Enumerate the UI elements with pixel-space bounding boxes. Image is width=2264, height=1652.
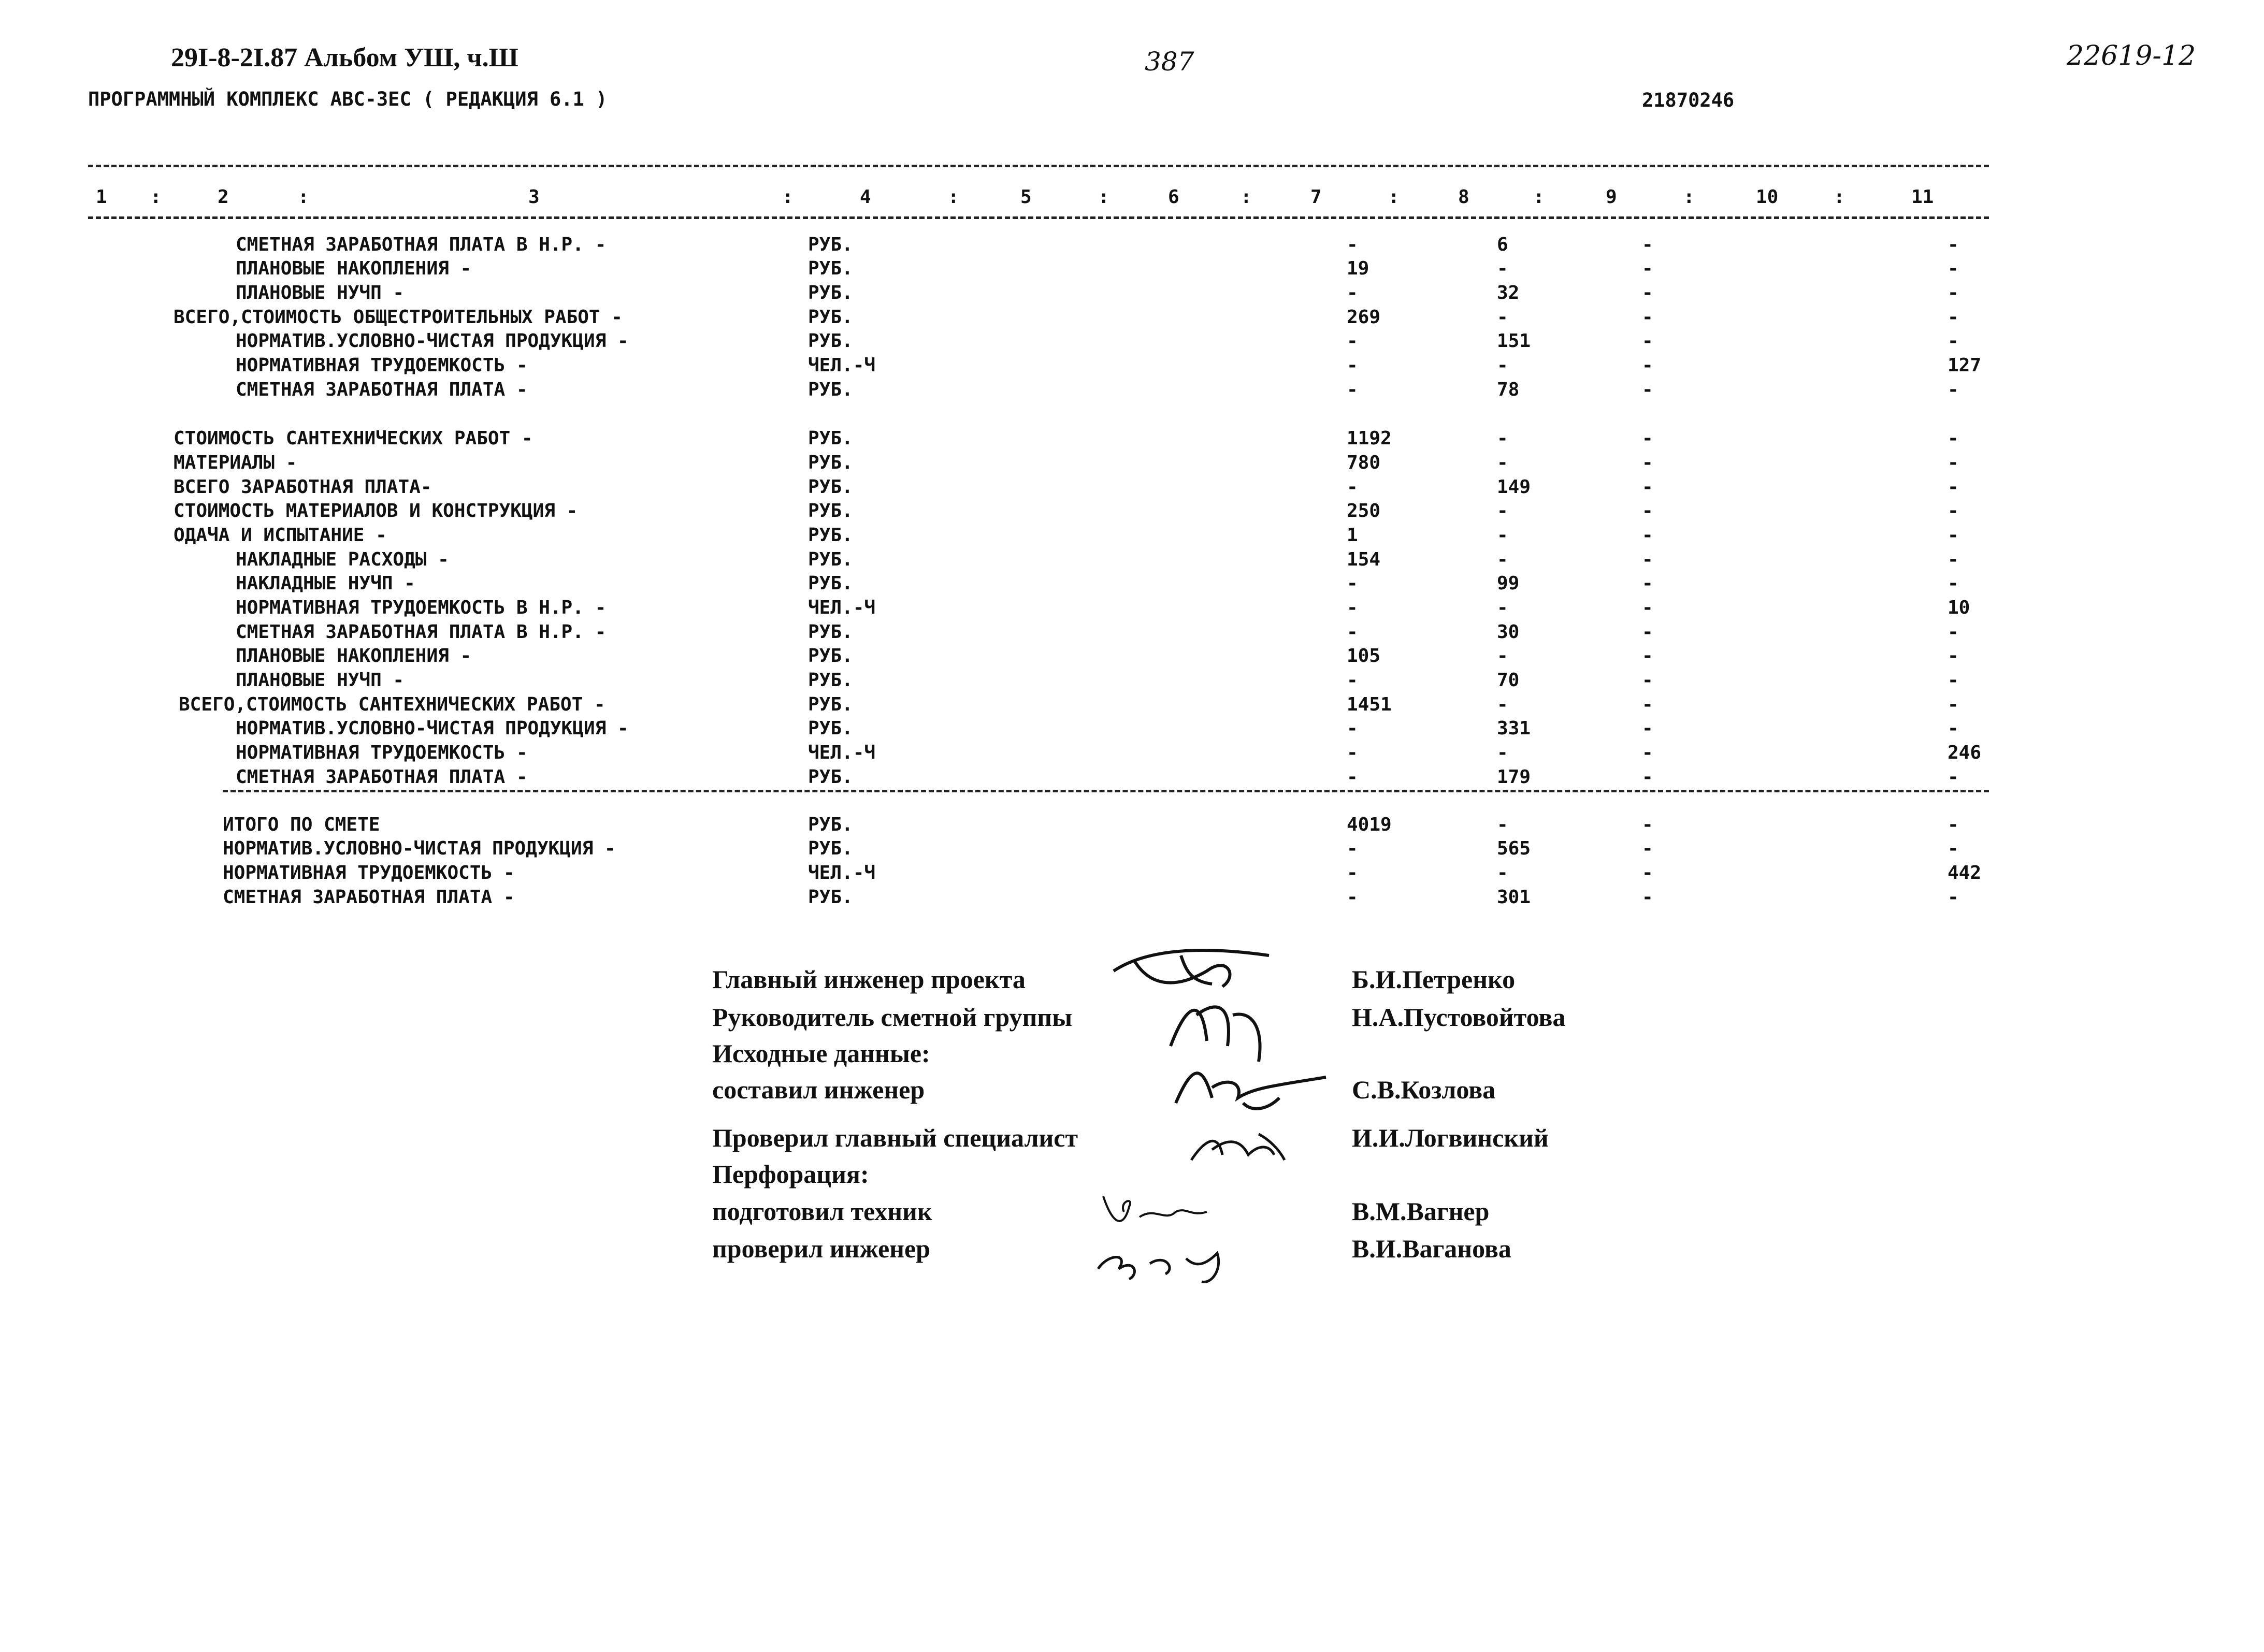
row-label: СМЕТНАЯ ЗАРАБОТНАЯ ПЛАТА - <box>223 887 515 908</box>
album-reference: 29I-8-2I.87 Альбом УШ, ч.Ш <box>171 43 518 73</box>
col9-cell: - <box>1642 742 1653 763</box>
col9-cell: - <box>1642 621 1653 643</box>
col8-cell: 32 <box>1497 282 1520 303</box>
table-row <box>0 621 2264 645</box>
col8-cell: 6 <box>1497 234 1508 255</box>
signatory-name: В.М.Вагнер <box>1352 1197 1490 1226</box>
unit-cell: РУБ. <box>808 330 853 352</box>
row-label: СМЕТНАЯ ЗАРАБОТНАЯ ПЛАТА - <box>236 379 528 400</box>
column-header: 7 <box>1310 186 1322 208</box>
signatory-name: В.И.Ваганова <box>1352 1234 1511 1263</box>
unit-cell: РУБ. <box>808 500 853 521</box>
unit-cell: РУБ. <box>808 621 853 643</box>
col11-cell: - <box>1948 307 1959 328</box>
col9-cell: - <box>1642 452 1653 473</box>
column-header: 5 <box>1020 186 1032 208</box>
column-header: 3 <box>528 186 540 208</box>
row-label: НОРМАТИВНАЯ ТРУДОЕМКОСТЬ В Н.Р. - <box>236 597 607 618</box>
column-header: 8 <box>1458 186 1469 208</box>
col9-cell: - <box>1642 355 1653 376</box>
row-label: СМЕТНАЯ ЗАРАБОТНАЯ ПЛАТА В Н.Р. - <box>236 234 607 255</box>
col7-cell: - <box>1347 234 1358 255</box>
col9-cell: - <box>1642 549 1653 570</box>
column-header: : <box>782 186 794 208</box>
col7-cell: 780 <box>1347 452 1381 473</box>
signature-role: Главный инженер проекта <box>712 965 1026 994</box>
col11-cell: - <box>1948 476 1959 498</box>
col8-cell: - <box>1497 597 1508 618</box>
col11-cell: - <box>1948 670 1959 691</box>
col8-cell: - <box>1497 355 1508 376</box>
col11-cell: - <box>1948 694 1959 715</box>
col9-cell: - <box>1642 887 1653 908</box>
unit-cell: РУБ. <box>808 573 853 594</box>
unit-cell: РУБ. <box>808 694 853 715</box>
col11-cell: - <box>1948 428 1959 449</box>
col8-cell: - <box>1497 525 1508 546</box>
table-row <box>0 814 2264 838</box>
page-number: 387 <box>1145 47 1194 77</box>
col11-cell: - <box>1948 838 1959 859</box>
table-row <box>0 645 2264 669</box>
column-header: 6 <box>1168 186 1179 208</box>
column-header: 9 <box>1606 186 1617 208</box>
signature-role: Руководитель сметной группы <box>712 1003 1073 1032</box>
col7-cell: 1451 <box>1347 694 1392 715</box>
unit-cell: ЧЕЛ.-Ч <box>808 355 876 376</box>
col11-cell: - <box>1948 234 1959 255</box>
col11-cell: 442 <box>1948 862 1982 883</box>
row-label: ПЛАНОВЫЕ НАКОПЛЕНИЯ - <box>236 258 472 279</box>
col9-cell: - <box>1642 525 1653 546</box>
row-label: СМЕТНАЯ ЗАРАБОТНАЯ ПЛАТА - <box>236 766 528 788</box>
row-label: НОРМАТИВНАЯ ТРУДОЕМКОСТЬ - <box>236 355 528 376</box>
col11-cell: - <box>1948 452 1959 473</box>
col7-cell: - <box>1347 621 1358 643</box>
column-header: : <box>1533 186 1545 208</box>
col9-cell: - <box>1642 282 1653 303</box>
table-row <box>0 838 2264 862</box>
table-row <box>0 525 2264 548</box>
col7-cell: - <box>1347 766 1358 788</box>
col11-cell: - <box>1948 645 1959 666</box>
col8-cell: - <box>1497 645 1508 666</box>
col8-cell: 149 <box>1497 476 1531 498</box>
table-row <box>0 355 2264 379</box>
unit-cell: ЧЕЛ.-Ч <box>808 597 876 618</box>
col11-cell: - <box>1948 500 1959 521</box>
signature-logvinsky <box>1181 1113 1295 1170</box>
signatory-name: Н.А.Пустовойтова <box>1352 1003 1566 1032</box>
table-row <box>0 476 2264 500</box>
column-header: : <box>150 186 162 208</box>
col11-cell: - <box>1948 766 1959 788</box>
signature-kozlova <box>1165 1056 1331 1119</box>
col9-cell: - <box>1642 258 1653 279</box>
col11-cell: 10 <box>1948 597 1970 618</box>
col7-cell: - <box>1347 597 1358 618</box>
col8-cell: 78 <box>1497 379 1520 400</box>
table-row <box>0 330 2264 354</box>
col7-cell: 269 <box>1347 307 1381 328</box>
col8-cell: 301 <box>1497 887 1531 908</box>
col8-cell: 70 <box>1497 670 1520 691</box>
unit-cell: РУБ. <box>808 718 853 739</box>
table-row <box>0 573 2264 597</box>
row-label: ПЛАНОВЫЕ НУЧП - <box>236 670 405 691</box>
col11-cell: - <box>1948 379 1959 400</box>
col11-cell: - <box>1948 549 1959 570</box>
col7-cell: 154 <box>1347 549 1381 570</box>
col11-cell: 127 <box>1948 355 1982 376</box>
unit-cell: РУБ. <box>808 379 853 400</box>
col11-cell: - <box>1948 573 1959 594</box>
row-label: ПЛАНОВЫЕ НУЧП - <box>236 282 405 303</box>
row-label: НАКЛАДНЫЕ НУЧП - <box>236 573 415 594</box>
column-header: : <box>948 186 959 208</box>
col9-cell: - <box>1642 428 1653 449</box>
column-header-rule <box>88 216 1989 219</box>
col7-cell: - <box>1347 330 1358 352</box>
row-label: СТОИМОСТЬ МАТЕРИАЛОВ И КОНСТРУКЦИЯ - <box>174 500 578 521</box>
col11-cell: - <box>1948 887 1959 908</box>
col8-cell: - <box>1497 694 1508 715</box>
unit-cell: РУБ. <box>808 307 853 328</box>
col9-cell: - <box>1642 694 1653 715</box>
col9-cell: - <box>1642 862 1653 883</box>
table-row <box>0 428 2264 452</box>
row-label: НОРМАТИВНАЯ ТРУДОЕМКОСТЬ - <box>236 742 528 763</box>
row-label: ПЛАНОВЫЕ НАКОПЛЕНИЯ - <box>236 645 472 666</box>
signature-role: Исходные данные: <box>712 1039 930 1068</box>
column-header: : <box>1834 186 1845 208</box>
col7-cell: - <box>1347 379 1358 400</box>
table-row <box>0 766 2264 790</box>
column-header: : <box>1241 186 1252 208</box>
signature-role: Перфорация: <box>712 1160 869 1189</box>
total-separator-rule <box>223 790 1989 792</box>
col8-cell: 565 <box>1497 838 1531 859</box>
signatory-name: И.И.Логвинский <box>1352 1123 1549 1152</box>
row-label: ОДАЧА И ИСПЫТАНИЕ - <box>174 525 387 546</box>
row-label: СТОИМОСТЬ САНТЕХНИЧЕСКИХ РАБОТ - <box>174 428 533 449</box>
table-row <box>0 862 2264 886</box>
col8-cell: 179 <box>1497 766 1531 788</box>
row-label: ВСЕГО,СТОИМОСТЬ САНТЕХНИЧЕСКИХ РАБОТ - <box>179 694 605 715</box>
signature-pustovoitova <box>1155 984 1279 1067</box>
col7-cell: - <box>1347 838 1358 859</box>
col8-cell: - <box>1497 428 1508 449</box>
col9-cell: - <box>1642 573 1653 594</box>
col7-cell: - <box>1347 355 1358 376</box>
unit-cell: ЧЕЛ.-Ч <box>808 742 876 763</box>
unit-cell: ЧЕЛ.-Ч <box>808 862 876 883</box>
col9-cell: - <box>1642 234 1653 255</box>
table-row <box>0 379 2264 403</box>
col8-cell: - <box>1497 862 1508 883</box>
table-row <box>0 549 2264 573</box>
unit-cell: РУБ. <box>808 452 853 473</box>
col7-cell: - <box>1347 476 1358 498</box>
col7-cell: - <box>1347 282 1358 303</box>
unit-cell: РУБ. <box>808 645 853 666</box>
row-label: НОРМАТИВ.УСЛОВНО-ЧИСТАЯ ПРОДУКЦИЯ - <box>236 718 629 739</box>
table-row <box>0 500 2264 524</box>
signature-role: проверил инженер <box>712 1234 930 1263</box>
col7-cell: 19 <box>1347 258 1369 279</box>
col9-cell: - <box>1642 838 1653 859</box>
col11-cell: 246 <box>1948 742 1982 763</box>
col7-cell: - <box>1347 670 1358 691</box>
row-label: ВСЕГО,СТОИМОСТЬ ОБЩЕСТРОИТЕЛЬНЫХ РАБОТ - <box>174 307 623 328</box>
col11-cell: - <box>1948 814 1959 835</box>
column-header: : <box>1388 186 1400 208</box>
table-row <box>0 887 2264 910</box>
column-header: : <box>1683 186 1695 208</box>
col9-cell: - <box>1642 814 1653 835</box>
col8-cell: 30 <box>1497 621 1520 643</box>
row-label: СМЕТНАЯ ЗАРАБОТНАЯ ПЛАТА В Н.Р. - <box>236 621 607 643</box>
col9-cell: - <box>1642 500 1653 521</box>
row-label: НОРМАТИВ.УСЛОВНО-ЧИСТАЯ ПРОДУКЦИЯ - <box>236 330 629 352</box>
column-header: 1 <box>96 186 107 208</box>
col9-cell: - <box>1642 476 1653 498</box>
column-header: 11 <box>1911 186 1934 208</box>
col9-cell: - <box>1642 766 1653 788</box>
col11-cell: - <box>1948 330 1959 352</box>
col8-cell: - <box>1497 742 1508 763</box>
col11-cell: - <box>1948 258 1959 279</box>
col7-cell: 250 <box>1347 500 1381 521</box>
col8-cell: - <box>1497 452 1508 473</box>
col7-cell: - <box>1347 718 1358 739</box>
column-header: : <box>1098 186 1109 208</box>
unit-cell: РУБ. <box>808 814 853 835</box>
unit-cell: РУБ. <box>808 234 853 255</box>
signature-vagner <box>1093 1186 1212 1233</box>
col11-cell: - <box>1948 718 1959 739</box>
signature-role: Проверил главный специалист <box>712 1123 1078 1152</box>
col8-cell: - <box>1497 549 1508 570</box>
signature-role: составил инженер <box>712 1075 925 1104</box>
table-row <box>0 597 2264 621</box>
col9-cell: - <box>1642 307 1653 328</box>
col8-cell: - <box>1497 307 1508 328</box>
unit-cell: РУБ. <box>808 549 853 570</box>
unit-cell: РУБ. <box>808 838 853 859</box>
unit-cell: РУБ. <box>808 258 853 279</box>
table-row <box>0 670 2264 693</box>
row-label: ИТОГО ПО СМЕТЕ <box>223 814 380 835</box>
col9-cell: - <box>1642 330 1653 352</box>
col9-cell: - <box>1642 670 1653 691</box>
document-number: 22619-12 <box>2067 40 2196 71</box>
row-label: МАТЕРИАЛЫ - <box>174 452 297 473</box>
col11-cell: - <box>1948 525 1959 546</box>
col8-cell: 331 <box>1497 718 1531 739</box>
unit-cell: РУБ. <box>808 766 853 788</box>
table-row <box>0 452 2264 476</box>
col11-cell: - <box>1948 282 1959 303</box>
col11-cell: - <box>1948 621 1959 643</box>
signature-role: подготовил техник <box>712 1197 932 1226</box>
row-label: НОРМАТИВ.УСЛОВНО-ЧИСТАЯ ПРОДУКЦИЯ - <box>223 838 616 859</box>
program-line: ПРОГРАММНЫЙ КОМПЛЕКС АВС-3ЕС ( РЕДАКЦИЯ 6.1 ) <box>88 88 608 110</box>
col7-cell: - <box>1347 887 1358 908</box>
col7-cell: - <box>1347 742 1358 763</box>
col9-cell: - <box>1642 597 1653 618</box>
signature-vaganova <box>1088 1233 1243 1284</box>
column-header: 2 <box>218 186 229 208</box>
table-row <box>0 718 2264 742</box>
col8-cell: - <box>1497 258 1508 279</box>
col8-cell: - <box>1497 500 1508 521</box>
signatory-name: С.В.Козлова <box>1352 1075 1496 1104</box>
row-label: НАКЛАДНЫЕ РАСХОДЫ - <box>236 549 449 570</box>
col9-cell: - <box>1642 645 1653 666</box>
col7-cell: 105 <box>1347 645 1381 666</box>
column-header: : <box>298 186 309 208</box>
table-row <box>0 234 2264 258</box>
col7-cell: - <box>1347 862 1358 883</box>
column-header: 4 <box>860 186 871 208</box>
col7-cell: 1 <box>1347 525 1358 546</box>
document-code: 21870246 <box>1642 89 1735 111</box>
col8-cell: - <box>1497 814 1508 835</box>
column-header: 10 <box>1756 186 1779 208</box>
unit-cell: РУБ. <box>808 282 853 303</box>
signatory-name: Б.И.Петренко <box>1352 965 1516 994</box>
table-row <box>0 307 2264 330</box>
unit-cell: РУБ. <box>808 476 853 498</box>
unit-cell: РУБ. <box>808 670 853 691</box>
col8-cell: 99 <box>1497 573 1520 594</box>
col9-cell: - <box>1642 718 1653 739</box>
table-top-rule <box>88 165 1989 167</box>
table-row <box>0 742 2264 766</box>
unit-cell: РУБ. <box>808 428 853 449</box>
table-row <box>0 258 2264 282</box>
unit-cell: РУБ. <box>808 525 853 546</box>
row-label: ВСЕГО ЗАРАБОТНАЯ ПЛАТА- <box>174 476 432 498</box>
col7-cell: 1192 <box>1347 428 1392 449</box>
col8-cell: 151 <box>1497 330 1531 352</box>
table-row <box>0 282 2264 306</box>
table-row <box>0 694 2264 718</box>
col7-cell: - <box>1347 573 1358 594</box>
col7-cell: 4019 <box>1347 814 1392 835</box>
col9-cell: - <box>1642 379 1653 400</box>
row-label: НОРМАТИВНАЯ ТРУДОЕМКОСТЬ - <box>223 862 515 883</box>
unit-cell: РУБ. <box>808 887 853 908</box>
